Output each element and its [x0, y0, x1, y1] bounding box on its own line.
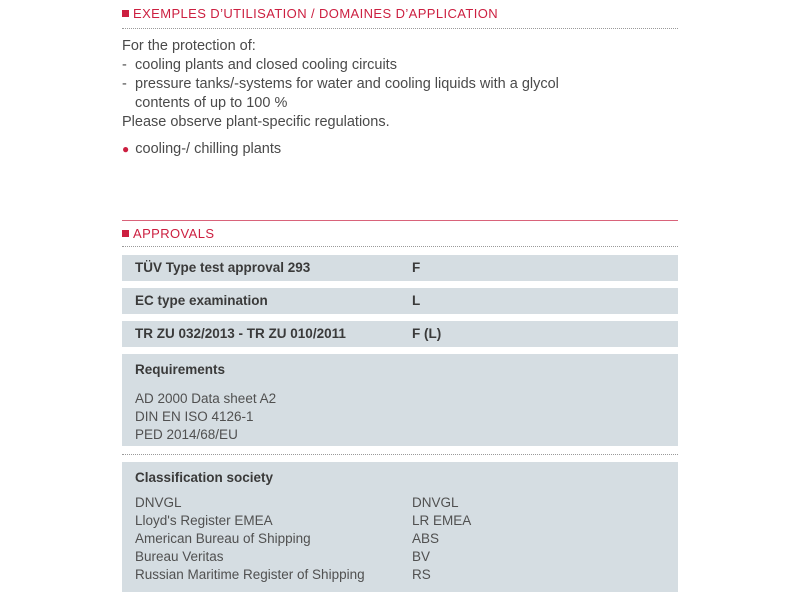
- divider: [122, 454, 678, 455]
- requirements-title: Requirements: [135, 362, 226, 377]
- requirements-block: [122, 354, 678, 446]
- square-bullet-icon: [122, 10, 129, 17]
- approval-row: [122, 321, 678, 347]
- approvals-heading-text: APPROVALS: [133, 226, 215, 241]
- section-rule: [122, 220, 678, 221]
- usage-item: - pressure tanks/-systems for water and cooling liquids with a glycol: [122, 76, 559, 92]
- divider: [122, 28, 678, 29]
- usage-heading: [122, 6, 678, 21]
- usage-bullet: ● cooling-/ chilling plants: [122, 141, 282, 157]
- usage-item-continued: contents of up to 100 %: [135, 95, 288, 111]
- usage-intro: For the protection of:: [122, 38, 256, 54]
- requirement-item: PED 2014/68/EU: [135, 427, 238, 442]
- usage-body: [122, 37, 662, 132]
- classification-item: DNVGL DNVGL: [135, 495, 459, 510]
- approval-label: TÜV Type test approval 293: [135, 260, 311, 275]
- divider: [122, 246, 678, 247]
- approval-label: TR ZU 032/2013 - TR ZU 010/2011: [135, 326, 346, 341]
- classification-item: Lloyd's Register EMEA LR EMEA: [135, 513, 472, 528]
- requirement-item: AD 2000 Data sheet A2: [135, 391, 277, 406]
- approval-value: F (L): [412, 326, 442, 341]
- approval-value: F: [412, 260, 421, 275]
- classification-item: Bureau Veritas BV: [135, 549, 431, 564]
- classification-title: Classification society: [135, 470, 274, 485]
- approval-label: EC type examination: [135, 293, 268, 308]
- usage-heading-text: EXEMPLES D’UTILISATION / DOMAINES D’APPLICATION: [133, 6, 499, 21]
- requirement-item: DIN EN ISO 4126-1: [135, 409, 254, 424]
- approval-row: [122, 255, 678, 281]
- usage-note: Please observe plant-specific regulations.: [122, 114, 390, 130]
- bullet-icon: ●: [122, 142, 130, 156]
- approval-value: L: [412, 293, 421, 308]
- approvals-heading: [122, 226, 678, 241]
- square-bullet-icon: [122, 230, 129, 237]
- classification-item: American Bureau of Shipping ABS: [135, 531, 440, 546]
- approval-row: [122, 288, 678, 314]
- usage-item: - cooling plants and closed cooling circuits: [122, 57, 397, 73]
- classification-block: [122, 462, 678, 592]
- classification-item: Russian Maritime Register of Shipping RS: [135, 567, 431, 582]
